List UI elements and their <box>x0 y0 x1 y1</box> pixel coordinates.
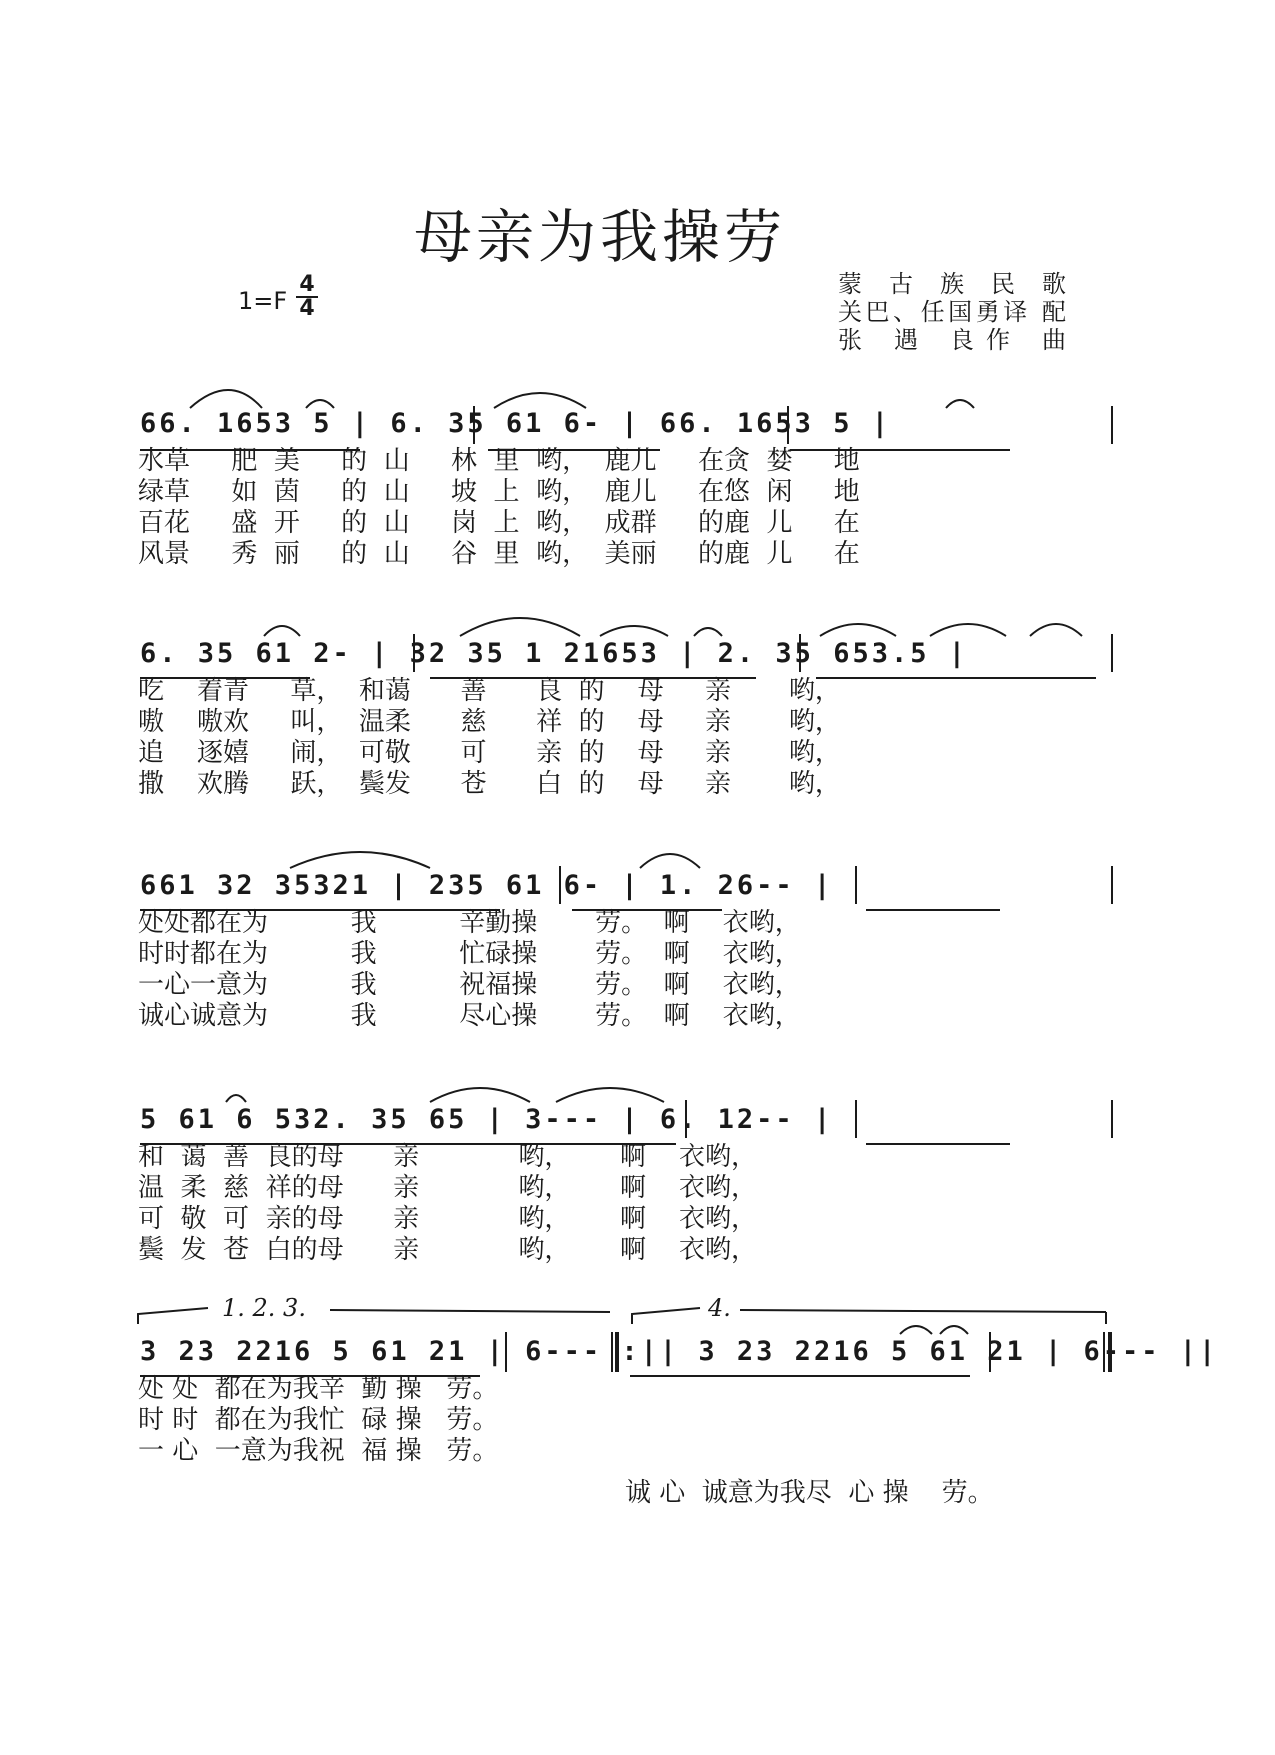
lyrics-block-5 <box>138 1374 498 1467</box>
lyric-verse-2: 绿草 如 茵 的 山 坡 上 哟， 鹿儿 在悠 闲 地 <box>138 477 860 507</box>
staff-notes-2: 6. 35 61 2- | 32 35 1 21653 | 2. 35 653.5 | <box>140 638 968 669</box>
lyric-verse-4: 鬓 发 苍 白的母 亲 哟， 啊 衣哟， <box>138 1235 757 1265</box>
lyric-verse-3: 追 逐嬉 闹， 可敬 可 亲 的 母 亲 哟， <box>138 738 841 768</box>
lyric-verse-3: 百花 盛 开 的 山 岗 上 哟， 成群 的鹿 儿 在 <box>138 508 860 538</box>
staff-notes-1: 66. 1653 5 | 6. 35 61 6- | 66. 1653 5 | <box>140 408 891 439</box>
lyric-verse-2: 时 时 都在为我忙 碌 操 劳。 <box>138 1405 499 1435</box>
ending-2-label: 4. <box>708 1294 731 1322</box>
lyric-verse-1: 和 蔼 善 良的母 亲 哟， 啊 衣哟， <box>138 1142 757 1172</box>
lyric-verse-3: 可 敬 可 亲的母 亲 哟， 啊 衣哟， <box>138 1204 757 1234</box>
staff-notes-5: 3 23 2216 5 61 21 | 6--- :|| 3 23 2216 5 61 21 | 6--- || <box>140 1336 1219 1367</box>
lyric-verse-4: 撒 欢腾 跃， 鬓发 苍 白 的 母 亲 哟， <box>138 769 841 799</box>
lyrics-block-2 <box>138 676 841 800</box>
ending-1-label: 1. 2. 3. <box>222 1294 306 1322</box>
lyrics-block-1 <box>138 446 860 570</box>
lyric-verse-2: 温 柔 慈 祥的母 亲 哟， 啊 衣哟， <box>138 1173 757 1203</box>
staff-system-5 <box>0 1300 1275 1367</box>
lyric-verse-3: 一 心 一意为我祝 福 操 劳。 <box>138 1436 499 1466</box>
lyric-verse-4: 诚心诚意为 我 尽心操 劳。 啊 衣哟， <box>138 1001 801 1031</box>
lyric-verse-4: 风景 秀 丽 的 山 谷 里 哟， 美丽 的鹿 儿 在 <box>138 539 860 569</box>
lyric-verse-1: 处处都在为 我 辛勤操 劳。 啊 衣哟， <box>138 908 801 938</box>
staff-notes-4: 5 61 6 532. 35 65 | 3--- | 6. 12-- | <box>140 1104 834 1135</box>
lyric-verse-4-ending: 诚 心 诚意为我尽 心 操 劳。 <box>625 1478 994 1508</box>
lyric-verse-3: 一心一意为 我 祝福操 劳。 啊 衣哟， <box>138 970 801 1000</box>
lyric-verse-1: 处 处 都在为我辛 勤 操 劳。 <box>138 1374 499 1404</box>
lyric-verse-2: 嗷 嗷欢 叫， 温柔 慈 祥 的 母 亲 哟， <box>138 707 841 737</box>
time-signature-bottom: 4 <box>296 296 318 320</box>
key-signature: 1=F <box>238 287 288 315</box>
credits <box>838 270 1066 354</box>
lyric-verse-1: 吃 着青 草， 和蔼 善 良 的 母 亲 哟， <box>138 676 841 706</box>
time-signature <box>296 274 318 320</box>
staff-notes-3: 661 32 35321 | 235 61 6- | 1. 26-- | <box>140 870 834 901</box>
song-title: 母亲为我操劳 <box>413 203 786 271</box>
time-signature-top: 4 <box>299 272 315 297</box>
lyrics-block-3 <box>138 908 801 1032</box>
credit-origin: 蒙 古 族 民 歌 <box>838 270 1066 298</box>
lyric-verse-2: 时时都在为 我 忙碌操 劳。 啊 衣哟， <box>138 939 801 969</box>
lyric-verse-1: 水草 肥 美 的 山 林 里 哟， 鹿儿 在贪 婪 地 <box>138 446 860 476</box>
credit-translators: 关巴、任国勇译 配 <box>838 298 1066 326</box>
lyrics-block-4 <box>138 1142 757 1266</box>
credit-composer: 张 遇 良作 曲 <box>838 326 1066 354</box>
